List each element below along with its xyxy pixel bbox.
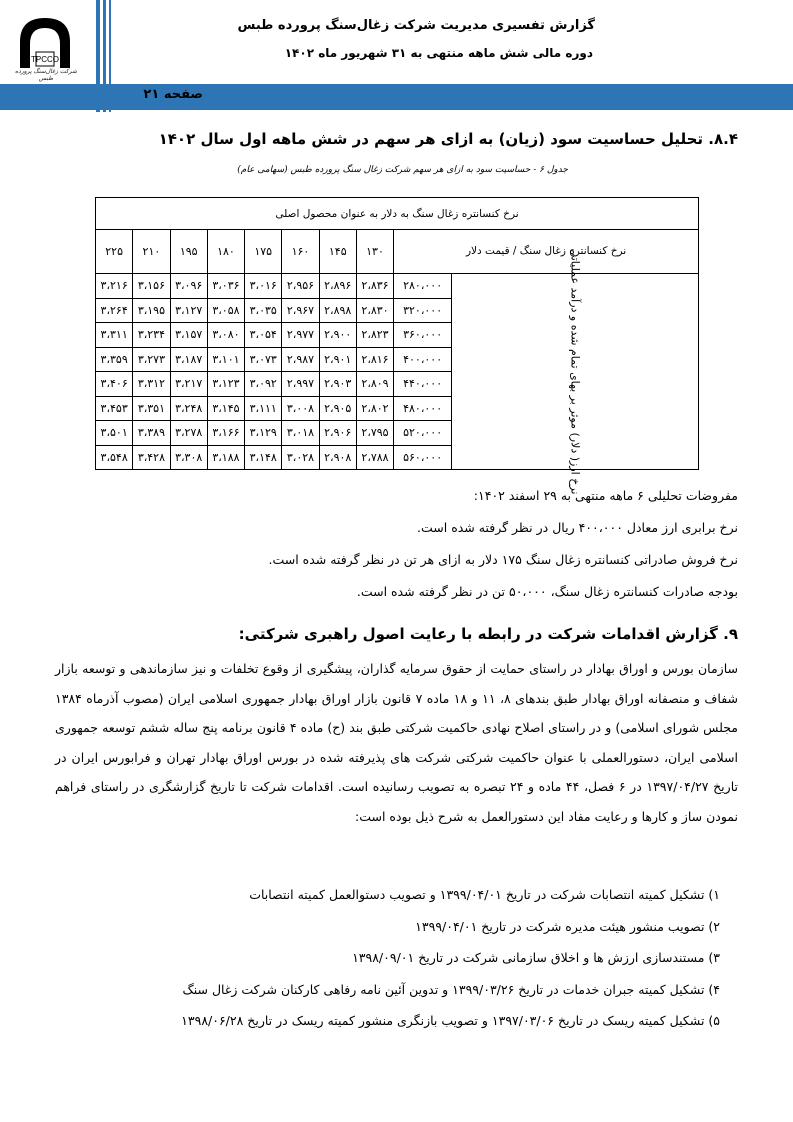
eps-cell: ۲،۸۹۸ (319, 298, 356, 323)
eps-cell: ۳،۲۱۷ (170, 372, 207, 397)
assumption-line: نرخ فروش صادراتی کنسانتره زغال سنگ ۱۷۵ دلار به ازای هر تن در نظر گرفته شده است. (268, 552, 738, 567)
eps-cell: ۲،۷۸۸ (356, 445, 393, 470)
eps-cell: ۳،۰۱۸ (282, 421, 319, 446)
logo-caption: شرکت زغال‌سنگ پرورده طبس (15, 68, 77, 82)
eps-cell: ۳،۰۹۲ (245, 372, 282, 397)
eps-cell: ۲،۹۰۰ (319, 323, 356, 348)
column-header: ۱۸۰ (207, 230, 244, 274)
table-top-header: نرخ کنسانتره زغال سنگ به دلار به عنوان محصول اصلی (96, 198, 699, 230)
rate-cell: ۳۲۰،۰۰۰ (394, 298, 452, 323)
eps-cell: ۳،۲۳۴ (133, 323, 170, 348)
eps-cell: ۲،۹۵۶ (282, 274, 319, 299)
eps-cell: ۳،۳۸۹ (133, 421, 170, 446)
eps-cell: ۳،۱۹۵ (133, 298, 170, 323)
eps-cell: ۳،۰۵۸ (207, 298, 244, 323)
column-header: ۲۱۰ (133, 230, 170, 274)
eps-cell: ۳،۰۲۸ (282, 445, 319, 470)
rate-cell: ۲۸۰،۰۰۰ (394, 274, 452, 299)
eps-cell: ۳،۱۴۸ (245, 445, 282, 470)
eps-cell: ۲،۸۹۶ (319, 274, 356, 299)
eps-cell: ۳،۲۷۸ (170, 421, 207, 446)
eps-cell: ۲،۹۹۷ (282, 372, 319, 397)
page-number: صفحه ۲۱ (143, 87, 203, 102)
rate-cell: ۵۲۰،۰۰۰ (394, 421, 452, 446)
eps-cell: ۲،۹۰۵ (319, 396, 356, 421)
rate-cell: ۵۶۰،۰۰۰ (394, 445, 452, 470)
eps-cell: ۳،۰۱۶ (245, 274, 282, 299)
eps-cell: ۲،۸۳۰ (356, 298, 393, 323)
eps-cell: ۲،۹۷۷ (282, 323, 319, 348)
eps-cell: ۳،۴۰۶ (96, 372, 133, 397)
list-item: ۱) تشکیل کمیته انتصابات شرکت در تاریخ ۱۳۹۹/۰۴/۰۱ و تصویب دستوالعمل کمیته انتصابات (249, 887, 720, 902)
assumption-line: بودجه صادرات کنسانتره زغال سنگ، ۵۰،۰۰۰ تن در نظر گرفته شده است. (356, 584, 738, 599)
assumption-line: نرخ برابری ارز معادل ۴۰۰،۰۰۰ ریال در نظر گرفته شده است. (417, 520, 738, 535)
eps-cell: ۲،۹۶۷ (282, 298, 319, 323)
column-header: ۱۶۰ (282, 230, 319, 274)
eps-cell: ۳،۱۸۷ (170, 347, 207, 372)
eps-cell: ۳،۴۲۸ (133, 445, 170, 470)
eps-cell: ۲،۸۰۲ (356, 396, 393, 421)
eps-cell: ۳،۰۷۳ (245, 347, 282, 372)
table-caption: جدول ۶ - حساسیت سود به ازای هر سهم شرکت زغال سنگ پرورده طبس (سهامی عام) (237, 165, 568, 175)
list-item: ۵) تشکیل کمیته ریسک در تاریخ ۱۳۹۷/۰۳/۰۶ و تصویب بازنگری منشور کمیته ریسک در تاریخ ۱۳۹۸/۰۶/۲۸ (181, 1013, 720, 1028)
eps-cell: ۲،۷۹۵ (356, 421, 393, 446)
eps-cell: ۲،۹۰۸ (319, 445, 356, 470)
eps-cell: ۲،۸۰۹ (356, 372, 393, 397)
table-corner-header: نرخ کنسانتره زغال سنگ / قیمت دلار (394, 230, 699, 274)
eps-cell: ۳،۰۳۶ (207, 274, 244, 299)
header-band (0, 84, 793, 110)
eps-cell: ۲،۸۱۶ (356, 347, 393, 372)
eps-cell: ۳،۱۱۱ (245, 396, 282, 421)
list-item: ۳) مستندسازی ارزش ها و اخلاق سازمانی شرکت در تاریخ ۱۳۹۸/۰۹/۰۱ (352, 950, 720, 965)
section-heading-8-4: ۸.۴. تحلیل حساسیت سود (زیان) به ازای هر سهم در شش ماهه اول سال ۱۴۰۲ (158, 130, 738, 148)
eps-cell: ۳،۱۰۱ (207, 347, 244, 372)
column-header: ۱۹۵ (170, 230, 207, 274)
eps-cell: ۳،۱۲۳ (207, 372, 244, 397)
eps-cell: ۳،۱۵۶ (133, 274, 170, 299)
section-heading-9: ۹. گزارش اقدامات شرکت در رابطه با رعایت اصول راهبری شرکتی: (238, 625, 738, 643)
eps-cell: ۳،۱۸۸ (207, 445, 244, 470)
eps-cell: ۳،۵۰۱ (96, 421, 133, 446)
eps-cell: ۳،۳۰۸ (170, 445, 207, 470)
eps-cell: ۲،۹۸۷ (282, 347, 319, 372)
eps-cell: ۲،۸۳۶ (356, 274, 393, 299)
list-item: ۴) تشکیل کمیته جبران خدمات در تاریخ ۱۳۹۹/۰۳/۲۶ و تدوین آئین نامه رفاهی کارکنان شرکت زغال سنگ (182, 981, 720, 997)
eps-cell: ۳،۲۶۴ (96, 298, 133, 323)
eps-cell: ۳،۴۵۳ (96, 396, 133, 421)
eps-cell: ۳،۲۴۸ (170, 396, 207, 421)
eps-cell: ۳،۲۷۳ (133, 347, 170, 372)
eps-cell: ۳،۱۵۷ (170, 323, 207, 348)
eps-cell: ۳،۳۱۱ (96, 323, 133, 348)
table-row (96, 274, 699, 299)
side-label: نرخ ارز( دلار) موثر بر بهای تمام شده و درآمد عملیاتی (568, 248, 582, 495)
eps-cell: ۳،۰۹۶ (170, 274, 207, 299)
column-header: ۱۳۰ (356, 230, 393, 274)
list-item: ۲) تصویب منشور هیئت مدیره شرکت در تاریخ ۱۳۹۹/۰۴/۰۱ (415, 918, 720, 934)
assumptions-title: مفروضات تحلیلی ۶ ماهه منتهی به ۲۹ اسفند ۱۴۰۲: (473, 488, 738, 503)
eps-cell: ۳،۳۵۱ (133, 396, 170, 421)
governance-actions-list (55, 879, 738, 1037)
eps-cell: ۲،۸۲۳ (356, 323, 393, 348)
column-header: ۱۴۵ (319, 230, 356, 274)
eps-cell: ۳،۱۲۹ (245, 421, 282, 446)
eps-cell: ۳،۵۴۸ (96, 445, 133, 470)
rate-cell: ۴۰۰،۰۰۰ (394, 347, 452, 372)
eps-cell: ۳،۱۲۷ (170, 298, 207, 323)
eps-cell: ۳،۱۶۶ (207, 421, 244, 446)
eps-cell: ۳،۲۱۶ (96, 274, 133, 299)
eps-cell: ۳،۳۱۲ (133, 372, 170, 397)
eps-cell: ۲،۹۰۱ (319, 347, 356, 372)
eps-cell: ۳،۳۵۹ (96, 347, 133, 372)
eps-cell: ۲،۹۰۳ (319, 372, 356, 397)
rate-cell: ۳۶۰،۰۰۰ (394, 323, 452, 348)
report-period: دوره مالی شش ماهه منتهی به ۳۱ شهریور ماه ۱۴۰۲ (284, 46, 593, 60)
logo-text: TPCCO (31, 55, 59, 64)
column-header: ۲۲۵ (96, 230, 133, 274)
rate-cell: ۴۸۰،۰۰۰ (394, 396, 452, 421)
eps-cell: ۳،۰۰۸ (282, 396, 319, 421)
eps-cell: ۳،۰۳۵ (245, 298, 282, 323)
eps-cell: ۳،۱۴۵ (207, 396, 244, 421)
eps-cell: ۳،۰۵۴ (245, 323, 282, 348)
column-header: ۱۷۵ (245, 230, 282, 274)
sensitivity-table (95, 197, 699, 495)
eps-cell: ۳،۰۸۰ (207, 323, 244, 348)
eps-cell: ۲،۹۰۶ (319, 421, 356, 446)
report-title: گزارش تفسیری مدیریت شرکت زغال‌سنگ پرورده طبس (237, 18, 595, 33)
governance-paragraph: سازمان بورس و اوراق بهادار در راستای حمایت از حقوق سرمایه گذاران، پیشگیری از وقوع تخلفات و نیز سازماندهی و توسعه بازار شفاف و منصفانه اوراق بهادار طبق بندهای ۸، ۱۱ و ۱۸ ماده ۷ قانون بازار اوراق بهادار جمهوری اسلامی ایران (مصوب آذرماه ۱۳۸۴ مجلس شورای اسلامی) و در راستای اصلاح نهادی حاکمیت شرکتی طبق بند (ح) ماده ۴ قانون برنامه پنج ساله ششم توسعه جمهوری اسلامی ایران، دستورالعملی با عنوان حاکمیت شرکتی شرکت های پذیرفته شده در بورس اوراق بهادار تهران و فرابورس ایران در تاریخ ۱۳۹۷/۰۴/۲۷ در ۶ فصل، ۴۴ ماده و ۲۴ تبصره به تصویب رسانیده است. اقدامات شرکت تا تاریخ گزارشگری در راستای فراهم نمودن ساز و کارها و رعایت مفاد این دستورالعمل به شرح ذیل بوده است: (55, 661, 739, 824)
rate-cell: ۴۴۰،۰۰۰ (394, 372, 452, 397)
